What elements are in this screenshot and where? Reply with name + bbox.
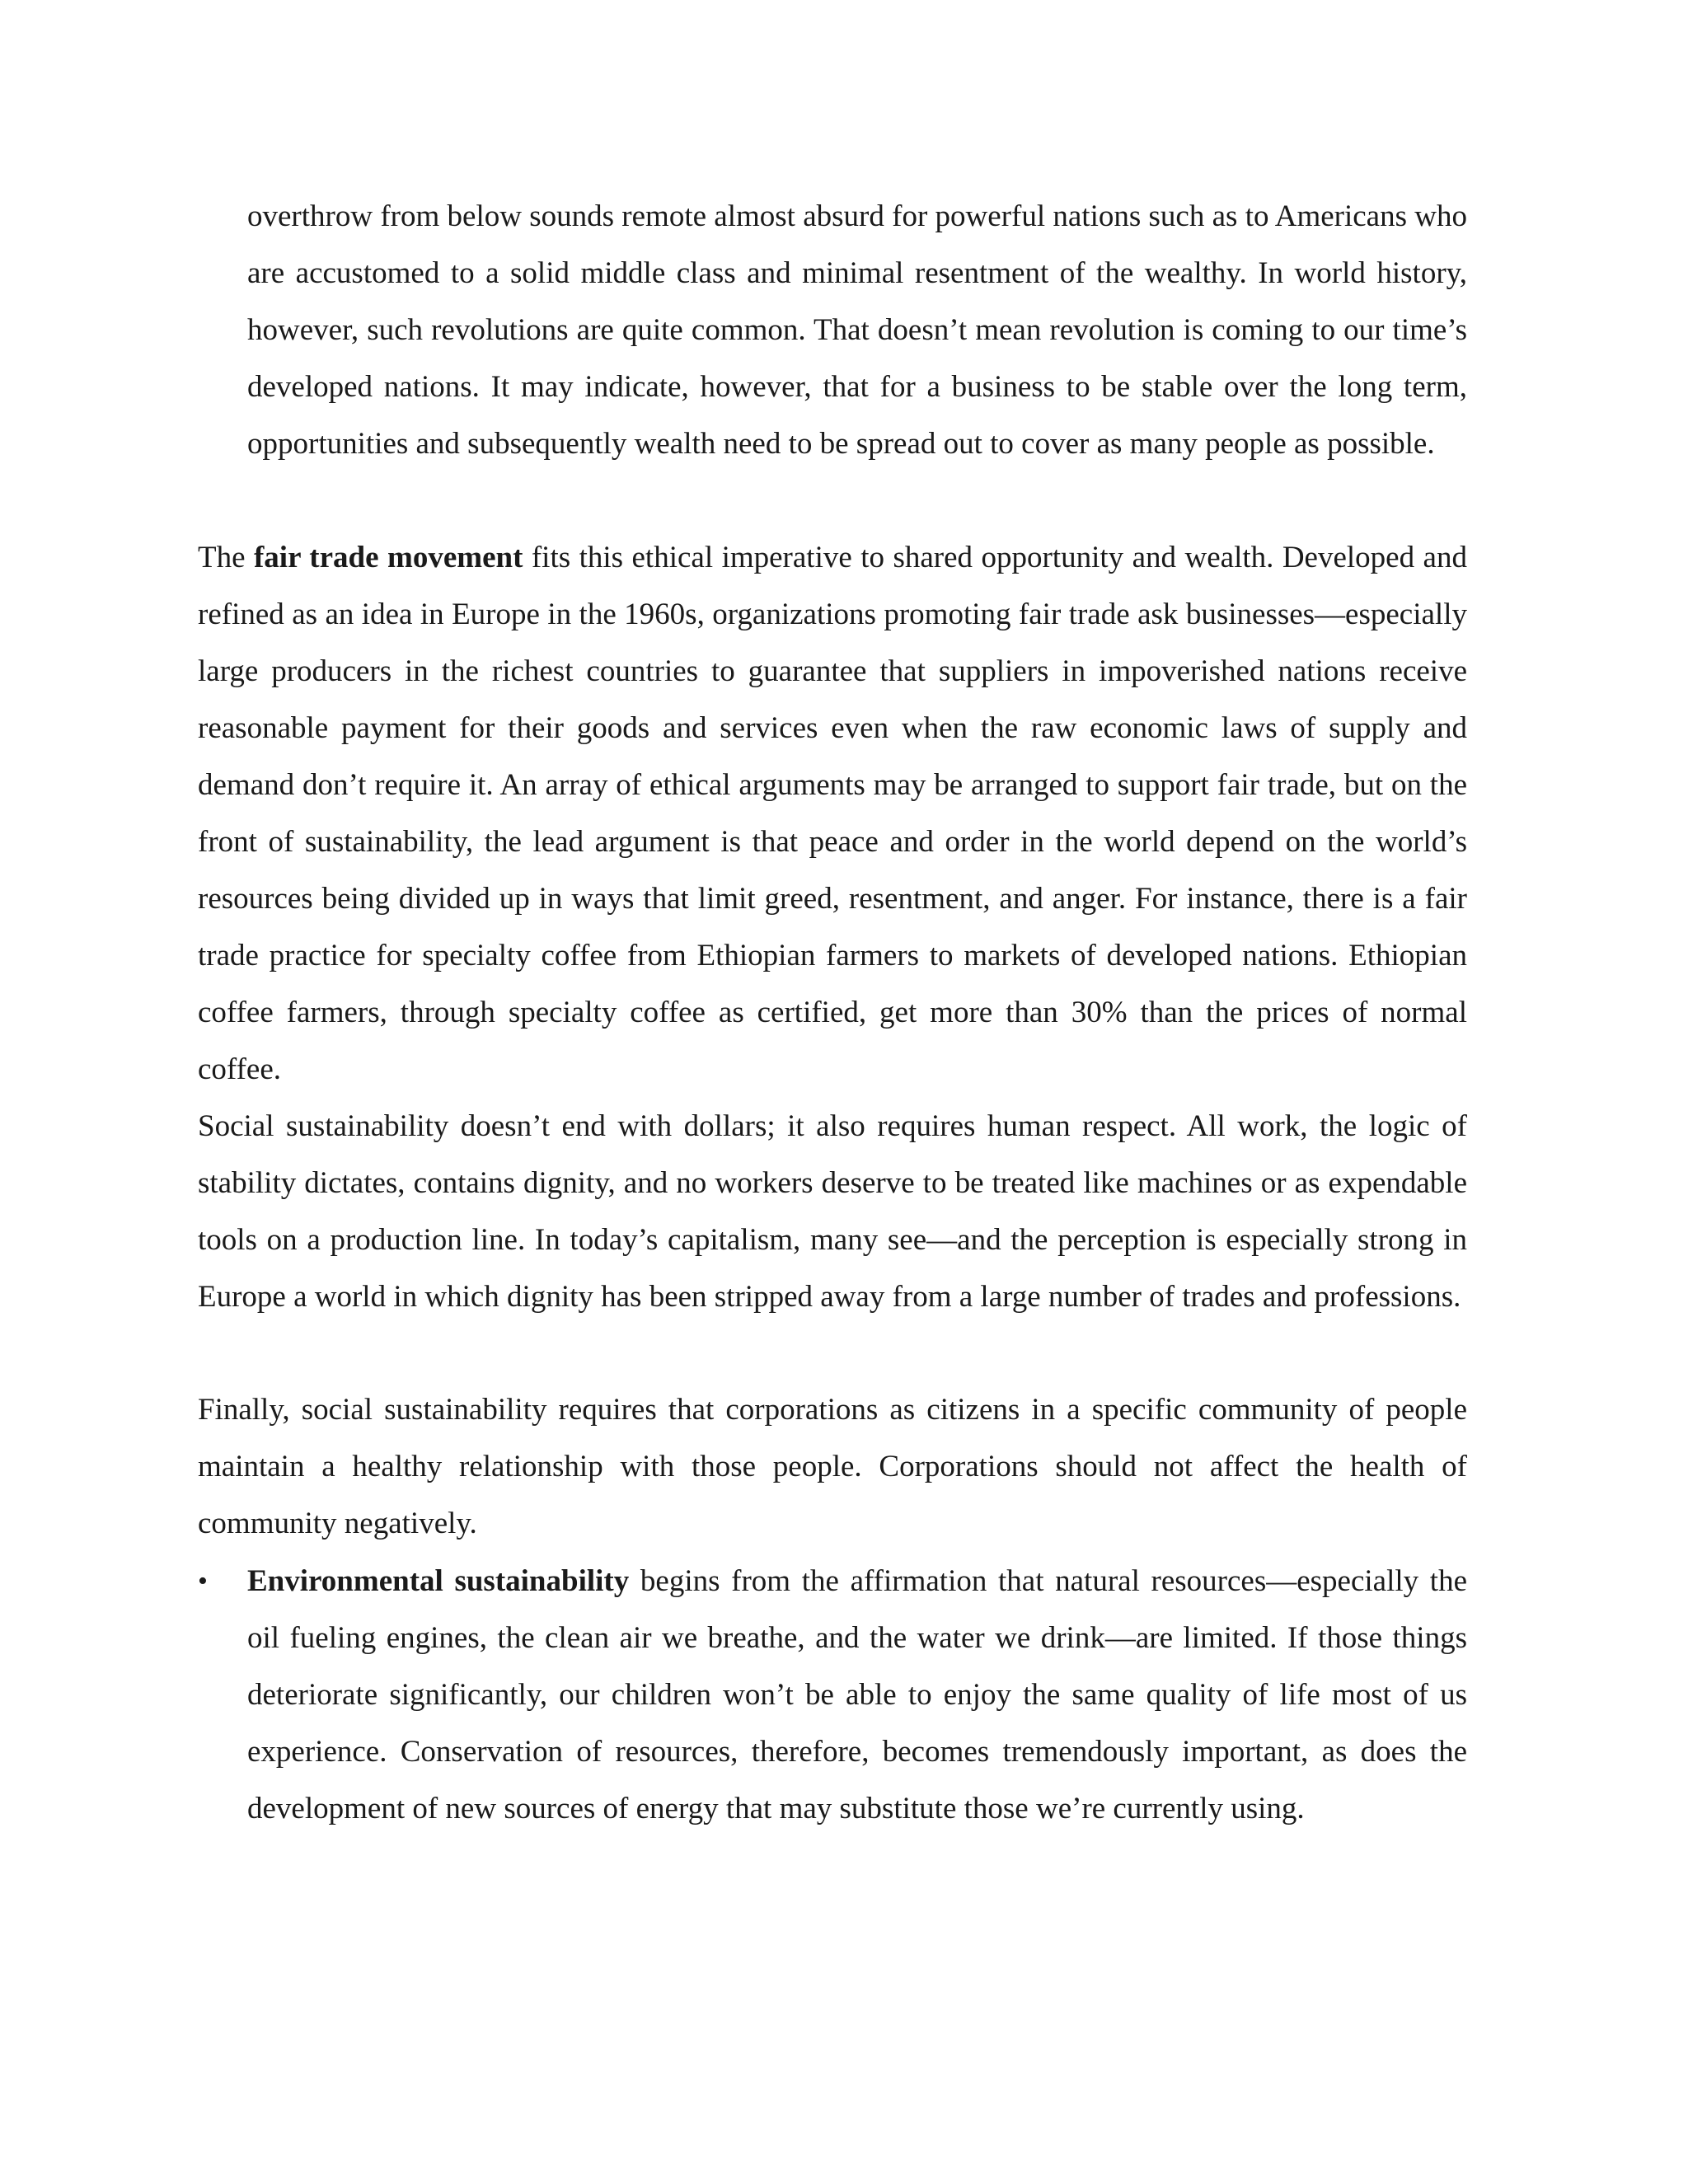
environmental-body: begins from the affirmation that natural resources—especially the oil fueling engines, the clean air we breathe, and the water we drink—are limited. If those things deteriorate significantly, our children won’t be able to enjoy the same quality of life most of us experience. Conservation of resources, therefore, becomes tremendously important, as does the development of new sources of energy that may substitute those we’re currently using. <box>247 1564 1468 1825</box>
social-respect-paragraph: Social sustainability doesn’t end with dollars; it also requires human respect. All work, the logic of stability dictates, contains dignity, and no workers deserve to be treated like machines or as expendable tools on a production line. In today’s capitalism, many see—and the perception is especially strong in Europe a world in which dignity has been stripped away from a large number of trades and professions. <box>198 1109 1467 1314</box>
bullet-marker: • <box>198 1566 208 1596</box>
environmental-bullet-item <box>198 1553 1467 1837</box>
continuation-paragraph: overthrow from below sounds remote almost absurd for powerful nations such as to Americans who are accustomed to a solid middle class and minimal resentment of the wealthy. In world history, however, such revolutions are quite common. That doesn’t mean revolution is coming to our time’s developed nations. It may indicate, however, that for a business to be stable over the long term, opportunities and subsequently wealth need to be spread out to cover as many people as possible. <box>247 199 1467 461</box>
fair-trade-term: fair trade movement <box>253 541 523 574</box>
environmental-bullet-text <box>247 1553 1467 1837</box>
community-paragraph: Finally, social sustainability requires that corporations as citizens in a specific community of people maintain a healthy relationship with those people. Corporations should not affect the health of community negatively. <box>198 1393 1467 1540</box>
fair-trade-lead: The <box>198 541 254 574</box>
fair-trade-paragraph <box>198 529 1467 1098</box>
fair-trade-body: fits this ethical imperative to shared opportunity and wealth. Developed and refined as an idea in Europe in the 1960s, organizations promoting fair trade ask businesses—especially large producers in the richest countries to guarantee that suppliers in impoverished nations receive reasonable payment for their goods and services even when the raw economic laws of supply and demand don’t require it. An array of ethical arguments may be arranged to support fair trade, but on the front of sustainability, the lead argument is that peace and order in the world depend on the world’s resources being divided up in ways that limit greed, resentment, and anger. For instance, there is a fair trade practice for specialty coffee from Ethiopian farmers to markets of developed nations. Ethiopian coffee farmers, through specialty coffee as certified, get more than 30% than the prices of normal coffee. <box>198 541 1467 1086</box>
environmental-term: Environmental sustainability <box>247 1564 630 1598</box>
